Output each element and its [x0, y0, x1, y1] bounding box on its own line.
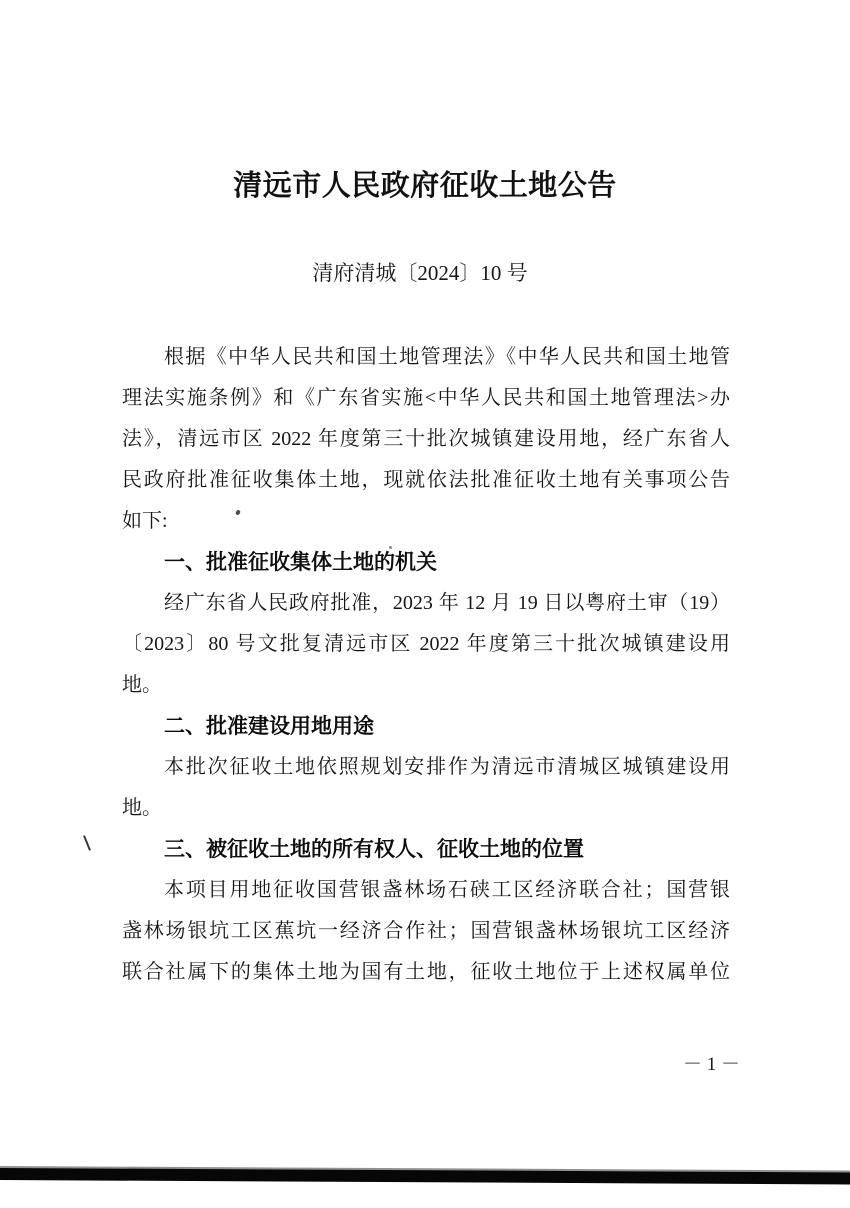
section-heading-1: 一、批准征收集体土地的机关 — [164, 551, 437, 574]
body-line: 根据《中华人民共和国土地管理法》《中华人民共和国土地管 — [164, 346, 730, 368]
body-line: 〔2023〕80 号文批复清远市区 2022 年度第三十批次城镇建设用 — [122, 633, 730, 655]
body-line: 盏林场银坑工区蕉坑一经济合作社；国营银盏林场银坑工区经济 — [122, 920, 730, 942]
body-line: 理法实施条例》和《广东省实施<中华人民共和国土地管理法>办 — [122, 387, 730, 409]
scan-speck-artifact — [389, 546, 392, 549]
scan-edge-bar-artifact — [0, 1168, 850, 1185]
body-line: 经广东省人民政府批准，2023 年 12 月 19 日以粤府土审（19） — [164, 592, 730, 614]
body-line: 法》，清远市区 2022 年度第三十批次城镇建设用地，经广东省人 — [122, 428, 730, 450]
document-title: 清远市人民政府征收土地公告 — [233, 170, 617, 202]
body-line: 民政府批准征收集体土地，现就依法批准征收土地有关事项公告 — [122, 469, 730, 491]
page-number: － 1 － — [683, 1054, 741, 1075]
body-line: 联合社属下的集体土地为国有土地，征收土地位于上述权属单位 — [122, 961, 730, 983]
body-line: 本项目用地征收国营银盏林场石硖工区经济联合社；国营银 — [164, 879, 730, 901]
section-heading-3: 三、被征收土地的所有权人、征收土地的位置 — [164, 838, 584, 861]
section-heading-2: 二、批准建设用地用途 — [164, 715, 374, 738]
scan-slash-artifact — [83, 835, 91, 851]
document-number: 清府清城〔2024〕10 号 — [312, 261, 528, 285]
body-line: 地。 — [122, 797, 162, 819]
body-line: 地。 — [122, 674, 162, 696]
body-line: 如下: — [122, 510, 168, 532]
document-body — [122, 337, 730, 993]
body-line: 本批次征收土地依照规划安排作为清远市清城区城镇建设用 — [164, 756, 730, 778]
